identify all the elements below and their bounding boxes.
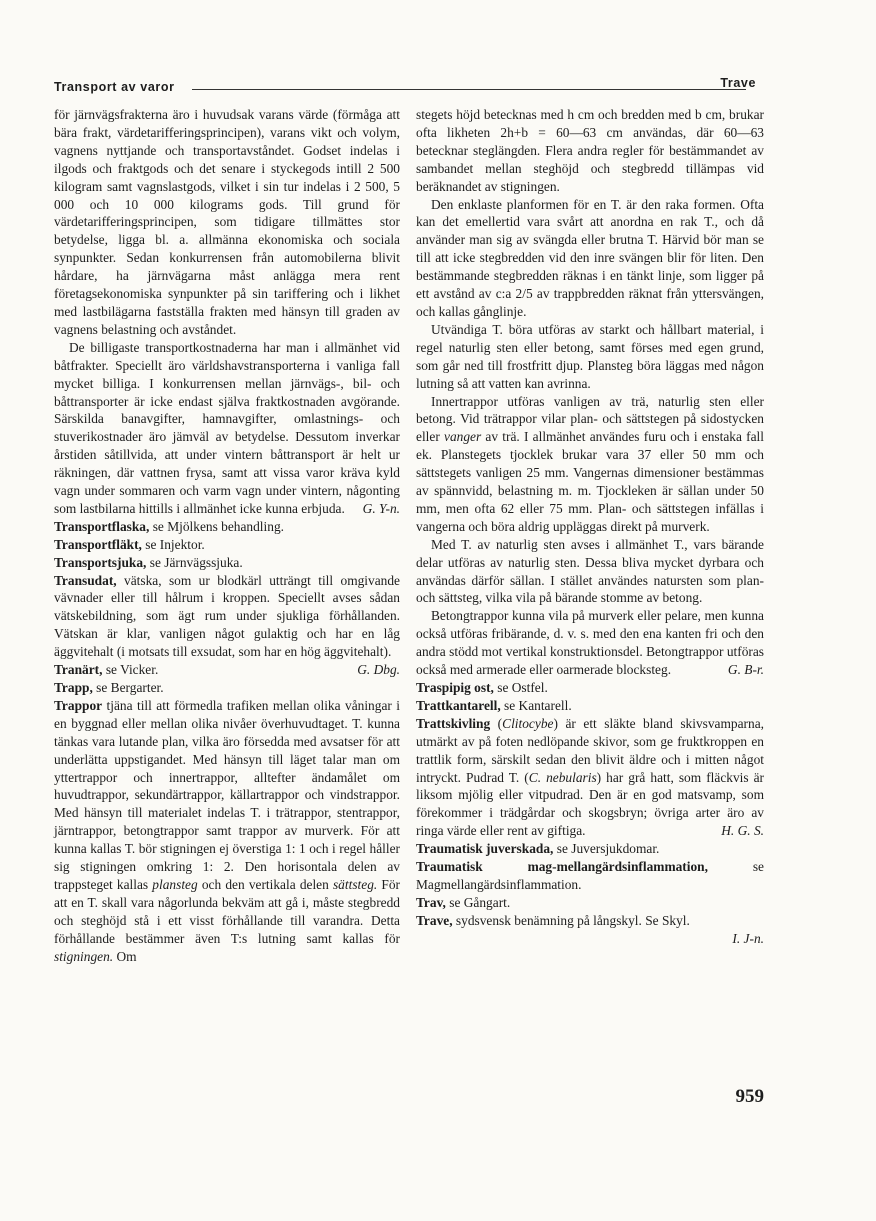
paragraph: Betongtrappor kunna vila på murverk eller pelare, men kunna också utföras fribärande, d. v. s. med den ena kanten fri och den andra stödd mot vertikal konstruktionsdel. Betongtrappor utföras också med armerade eller oarmerade blocksteg. G. B-r. <box>416 608 764 678</box>
entry: Transportflaska, se Mjölkens behandling. <box>54 518 284 534</box>
entry: Trappor tjäna till att förmedla trafiken mellan olika våningar i en byggnad eller mellan olika nivåer överhuvudtaget. T. kunna tänkas vara lutande plan, vilka äro försedda med avsatser för att underlätta uppstigandet. Med hänsyn till läget talar man om yttertrappor och innertrappor, alltefter ändamålet om huvudtrappor, sekundärtrappor, källartrappor och vindstrappor. Med hänsyn till materialet indelas T. i trätrappor, stentrappor, järntrappor, betongtrappor samt trappor av murverk. För att kunna kallas T. bör stigningen ej överstiga 1: 1 och i regel håller sig stigningen omkring 1: 2. Den horisontala delen av trappsteget kallas plansteg och den vertikala delen sättsteg. För att en T. skall vara någorlunda bekväm att gå i, måste stegbredd och steghöjd stå i ett visst förhållande till varandra. Detta förhållande bestämmer även T:s lutning samt kallas för stigningen. Om <box>54 697 400 964</box>
author-signature: G. Y-n. <box>362 500 400 516</box>
entry: Traspipig ost, se Ostfel. <box>416 680 548 695</box>
headword: Trattskivling <box>416 715 491 731</box>
author-signature: I. J-n. <box>732 930 764 946</box>
headword: Trave, <box>416 912 453 928</box>
entry: Trapp, se Bergarter. <box>54 680 164 695</box>
entry: Trattkantarell, se Kantarell. <box>416 697 572 713</box>
headword: Transportsjuka, <box>54 554 147 570</box>
paragraph: De billigaste transportkostnaderna har man i allmänhet vid båtfrakter. Speciellt äro världshavstransporterna i vanliga fall mycket billiga. I konkurrensen mellan järnvägs-, bil- och båttransporter är icke endast själva fraktkostnaden avgörande. Särskilda banavgifter, hamnavgifter, omlastnings- och stuverikostnader äro jämväl av betydelse. Dessutom inverkar årstiden såtillvida, att under vintern båttransport är helt ur räkningen, där vattnen frysa, samt att vissa varor kräva kyld vagn under sommaren och varm vagn under vintern, någonting som lastbilarna hittills i allmänhet icke kunna erbjuda. G. Y-n. <box>54 339 400 516</box>
entry: Trav, se Gångart. <box>416 894 511 910</box>
entry: Traumatisk mag-mellangärdsinflammation, se Magmellangärdsinflammation. <box>416 859 764 892</box>
running-header-right: Trave <box>720 76 756 90</box>
paragraph: Utvändiga T. böra utföras av starkt och hållbart material, i regel naturlig sten eller betong, samt förses med egen grund, som går ned till frostfritt djup. Plansteg böra läggas med någon lutning så att vatten kan avrinna. <box>416 321 764 391</box>
entry: Transudat, vätska, som ur blodkärl utträngt till omgivande vävnader eller till hålrum i kroppen. Speciellt avses sådan vätskebildning, som ägt rum under sjukliga förhållanden. Vätskan är klar, vanligen något gulaktig och har en låg äggvitehalt (i motsats till exsudat, som har en hög äggvitehalt). G. Dbg. <box>54 572 400 678</box>
headword: Tranärt, <box>54 662 103 678</box>
paragraph: Med T. av naturlig sten avses i allmänhet T., vars bärande delar utföras av naturlig sten. Dessa bliva mycket dyrbara och användas därför sällan. I stället användes natursten som plan- och sättsteg, vilka vila på bärande stomme av betong. <box>416 536 764 606</box>
entry: Trattskivling (Clitocybe) är ett släkte bland skivsvamparna, utmärkt av på foten nedlöpande skivor, som ge fruktkroppen en trattlik form, särskilt sedan den blivit äldre och i mitten något intryckt. Pudrad T. (C. nebularis) har grå hatt, som fläckvis är liksom mjölig eller vitpudrad. Den är en god matsvamp, som förekommer i trädgårdar och skogsbryn; övriga arter äro av ringa värde eller rent av giftiga. H. G. S. <box>416 715 765 839</box>
paragraph: för järnvägsfrakterna äro i huvudsak varans värde (förmåga att bära frakt, värdetarifferingsprincipen), varans vikt och volym, vagnens nyttjande och transportavståndet. Godset indelas i ilgods och fraktgods och det senare i styckegods intill 2 500 kilogram samt vagnslastgods, vilket i sin tur indelas i 2 500, 5 000 och 10 000 kilograms gods. Till grund för värdetarifferingsprincipen, som tidigare tillmättes stor betydelse, ligga bl. a. allmänna ekonomiska och sociala synpunkter. Sedan konkurrensen från automobilerna blivit hårdare, ha järnvägarna måst anlägga mera rent företagsekonomiska synpunkter på sin tariffering och i likhet med lastbilägarna fastställa frakten med hänsyn till graden av vagnens belastning och avståndet. <box>54 107 400 337</box>
right-column <box>416 106 764 948</box>
entry: Tranärt, se Vicker. <box>54 662 159 678</box>
author-signature: H. G. S. <box>721 823 764 839</box>
headword: Traumatisk mag-mellangärdsinflammation, <box>416 859 708 875</box>
headword: Traspipig ost, <box>416 680 494 695</box>
author-signature: G. Dbg. <box>357 662 400 678</box>
headword: Traumatisk juverskada, <box>416 841 554 857</box>
headword: Transportflaska, <box>54 518 150 534</box>
entry: Transportsjuka, se Järnvägssjuka. <box>54 554 243 570</box>
running-header-left: Transport av varor <box>54 80 175 94</box>
paragraph: Den enklaste planformen för en T. är den raka formen. Ofta kan det emellertid vara svårt att anordna en rak T., och då använder man sig av svängda eller brutna T. Härvid bör man se till att icke stegbredden vid den inre svängen blir för liten. Den bestämmande stegbredden räknas i en tänkt linje, som ligger på ett avstånd av c:a 2/5 av trappbredden räknat från yttersvängen, och kallas gånglinje. <box>416 196 764 319</box>
headword: Transudat, <box>54 572 117 588</box>
author-signature: G. B-r. <box>727 662 764 678</box>
entry: Trave, sydsvensk benämning på långskyl. Se Skyl. I. J-n. <box>416 912 764 946</box>
left-column <box>54 106 400 966</box>
headword: Trapp, <box>54 680 93 695</box>
entry: Transportfläkt, se Injektor. <box>54 536 205 552</box>
paragraph: Innertrappor utföras vanligen av trä, naturlig sten eller betong. Vid trätrappor vilar plan- och sättstegen på sidostycken eller vanger av trä. I allmänhet användes furu och i enstaka fall ek. Planstegets tjocklek brukar vara 37 eller 50 mm och sättstegets vanligen 25 mm. Vangernas dimensioner bestämmas av spännvidd, belastning m. m. Tjockleken är sällan under 50 mm, men ofta 62 eller 75 mm. Plan- och sättstegen infällas i vangerna och böra aldrig uppläggas direkt på murverk. <box>416 393 764 534</box>
headword: Trattkantarell, <box>416 697 501 713</box>
paragraph: stegets höjd betecknas med h cm och bredden med b cm, brukar ofta likheten 2h+b = 60—63 cm användas, där 60—63 betecknar steglängden. Flera andra regler för bestämmandet av sambandet mellan steghöjd och stegbredd tillämpas vid beräknandet av stigningen. <box>416 107 764 194</box>
headword: Trappor <box>54 697 103 713</box>
header-rule <box>192 89 746 90</box>
headword: Trav, <box>416 894 446 910</box>
entry: Traumatisk juverskada, se Juversjukdomar. <box>416 841 660 857</box>
headword: Transportfläkt, <box>54 536 142 552</box>
page-number: 959 <box>735 1086 764 1107</box>
